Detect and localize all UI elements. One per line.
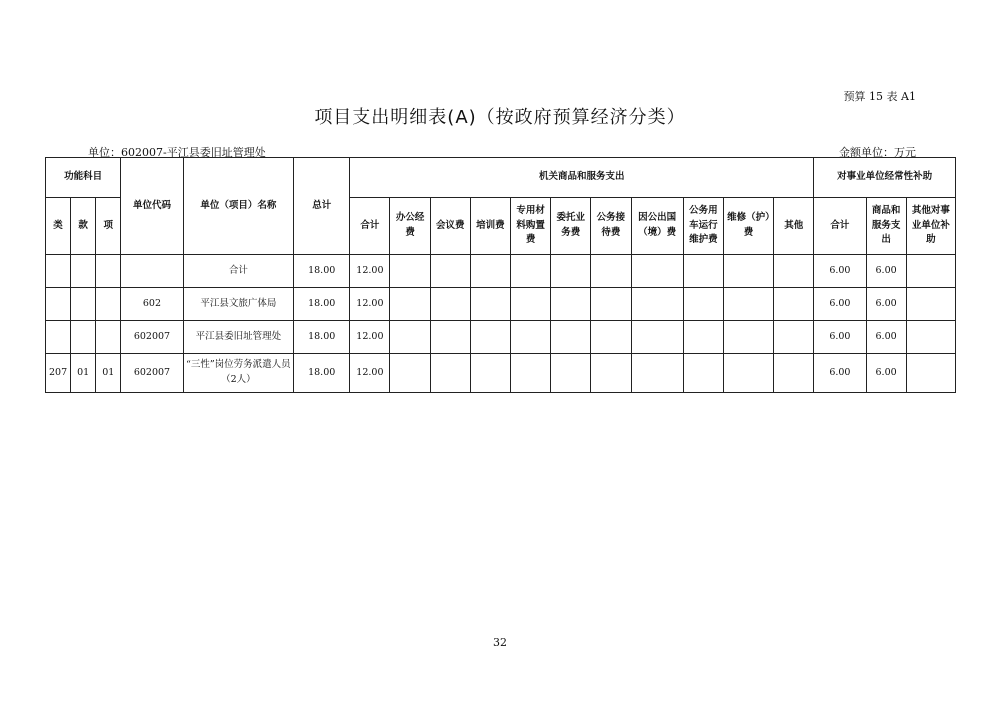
- cell-sub-total: 6.00: [814, 321, 866, 354]
- cell-sub-goods: 6.00: [866, 255, 906, 288]
- cell-kuan: [71, 255, 96, 288]
- cell-empty: [511, 288, 551, 321]
- header-abroad-fee: 因公出国（境）费: [631, 198, 683, 255]
- cell-kuan: 01: [71, 354, 96, 393]
- cell-lei: [46, 288, 71, 321]
- cell-empty: [511, 255, 551, 288]
- cell-xiang: [96, 255, 121, 288]
- cell-gs-total: 12.00: [350, 354, 390, 393]
- cell-code: 602007: [121, 321, 183, 354]
- unit-label: 单位：602007-平江县委旧址管理处: [88, 146, 266, 159]
- cell-empty: [906, 255, 955, 288]
- cell-empty: [551, 288, 591, 321]
- cell-empty: [631, 354, 683, 393]
- document-title: 项目支出明细表(A)（按政府预算经济分类）: [314, 107, 686, 128]
- cell-empty: [683, 255, 723, 288]
- header-func-subject: 功能科目: [46, 158, 121, 198]
- header-total: 总计: [294, 158, 350, 255]
- header-training-fee: 培训费: [470, 198, 510, 255]
- cell-empty: [631, 321, 683, 354]
- cell-empty: [723, 288, 773, 321]
- header-repair-fee: 维修（护）费: [723, 198, 773, 255]
- cell-name: 平江县文旅广体局: [183, 288, 293, 321]
- cell-sub-total: 6.00: [814, 354, 866, 393]
- cell-xiang: 01: [96, 354, 121, 393]
- cell-empty: [390, 288, 430, 321]
- cell-empty: [906, 321, 955, 354]
- cell-name: 合计: [183, 255, 293, 288]
- header-lei: 类: [46, 198, 71, 255]
- cell-empty: [511, 354, 551, 393]
- cell-total: 18.00: [294, 255, 350, 288]
- cell-total: 18.00: [294, 288, 350, 321]
- cell-empty: [774, 255, 814, 288]
- cell-sub-goods: 6.00: [866, 321, 906, 354]
- cell-empty: [390, 354, 430, 393]
- document-code: 预算 15 表 A1: [843, 90, 916, 103]
- header-subsidy: 对事业单位经常性补助: [814, 158, 956, 198]
- table-row: [46, 255, 956, 288]
- cell-empty: [390, 321, 430, 354]
- cell-gs-total: 12.00: [350, 255, 390, 288]
- cell-empty: [774, 288, 814, 321]
- cell-sub-total: 6.00: [814, 255, 866, 288]
- cell-empty: [683, 354, 723, 393]
- cell-code: [121, 255, 183, 288]
- cell-empty: [390, 255, 430, 288]
- cell-code: 602007: [121, 354, 183, 393]
- cell-empty: [723, 354, 773, 393]
- table-row: [46, 288, 956, 321]
- cell-empty: [551, 321, 591, 354]
- header-kuan: 款: [71, 198, 96, 255]
- money-unit-label: 金额单位：万元: [839, 146, 916, 159]
- cell-empty: [430, 354, 470, 393]
- cell-empty: [683, 321, 723, 354]
- cell-empty: [723, 255, 773, 288]
- header-vehicle-fee: 公务用车运行维护费: [683, 198, 723, 255]
- header-sub-other: 其他对事业单位补助: [906, 198, 955, 255]
- cell-kuan: [71, 321, 96, 354]
- cell-lei: [46, 255, 71, 288]
- header-unit-name: 单位（项目）名称: [183, 158, 293, 255]
- cell-sub-goods: 6.00: [866, 288, 906, 321]
- table-row: [46, 321, 956, 354]
- cell-empty: [723, 321, 773, 354]
- cell-name: “三性”岗位劳务派遣人员（2人）: [183, 354, 293, 393]
- header-other-fee: 其他: [774, 198, 814, 255]
- cell-empty: [470, 288, 510, 321]
- cell-empty: [631, 255, 683, 288]
- header-reception-fee: 公务接待费: [591, 198, 631, 255]
- table-row: [46, 354, 956, 393]
- cell-empty: [591, 255, 631, 288]
- cell-sub-total: 6.00: [814, 288, 866, 321]
- cell-code: 602: [121, 288, 183, 321]
- cell-gs-total: 12.00: [350, 288, 390, 321]
- cell-total: 18.00: [294, 321, 350, 354]
- cell-name: 平江县委旧址管理处: [183, 321, 293, 354]
- cell-empty: [906, 354, 955, 393]
- cell-gs-total: 12.00: [350, 321, 390, 354]
- header-unit-code: 单位代码: [121, 158, 183, 255]
- cell-xiang: [96, 321, 121, 354]
- expenditure-table: [45, 157, 956, 393]
- header-meeting-fee: 会议费: [430, 198, 470, 255]
- cell-empty: [430, 255, 470, 288]
- header-xiang: 项: [96, 198, 121, 255]
- cell-xiang: [96, 288, 121, 321]
- cell-empty: [470, 255, 510, 288]
- cell-empty: [591, 288, 631, 321]
- cell-sub-goods: 6.00: [866, 354, 906, 393]
- header-office-fee: 办公经费: [390, 198, 430, 255]
- cell-empty: [774, 321, 814, 354]
- cell-empty: [470, 354, 510, 393]
- cell-empty: [683, 288, 723, 321]
- cell-empty: [430, 288, 470, 321]
- cell-empty: [591, 354, 631, 393]
- cell-empty: [470, 321, 510, 354]
- cell-empty: [551, 255, 591, 288]
- header-gs-total: 合计: [350, 198, 390, 255]
- cell-lei: 207: [46, 354, 71, 393]
- page-number: 32: [493, 636, 507, 649]
- header-material-fee: 专用材料购置费: [511, 198, 551, 255]
- cell-lei: [46, 321, 71, 354]
- cell-kuan: [71, 288, 96, 321]
- cell-total: 18.00: [294, 354, 350, 393]
- cell-empty: [774, 354, 814, 393]
- cell-empty: [511, 321, 551, 354]
- header-commission-fee: 委托业务费: [551, 198, 591, 255]
- header-sub-goods: 商品和服务支出: [866, 198, 906, 255]
- cell-empty: [631, 288, 683, 321]
- cell-empty: [591, 321, 631, 354]
- cell-empty: [906, 288, 955, 321]
- cell-empty: [551, 354, 591, 393]
- header-sub-total: 合计: [814, 198, 866, 255]
- cell-empty: [430, 321, 470, 354]
- header-goods-services: 机关商品和服务支出: [350, 158, 814, 198]
